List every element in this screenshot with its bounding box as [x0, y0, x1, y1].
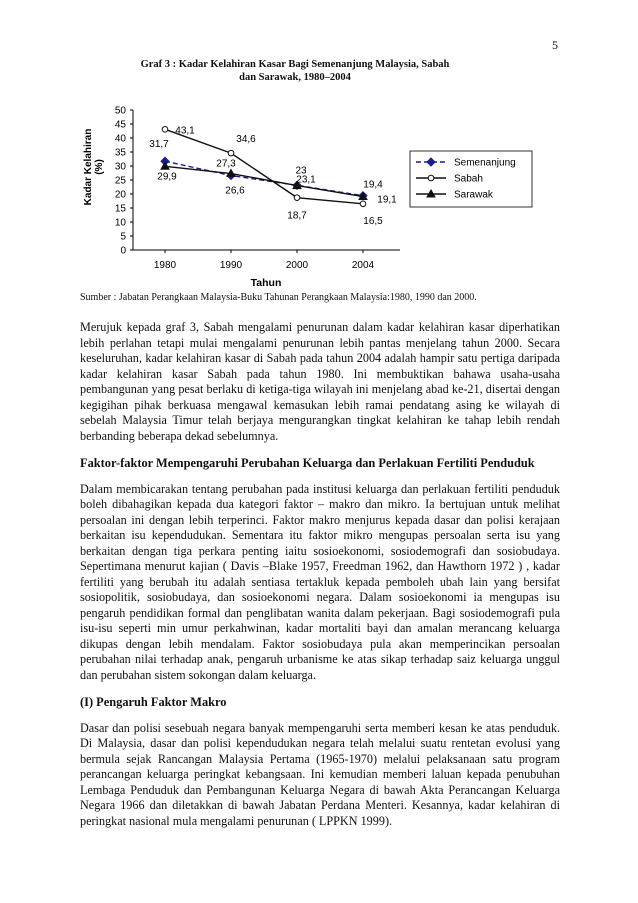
data-point-sabah: [162, 127, 168, 133]
y-tick-label: 40: [114, 133, 126, 145]
data-label-sarawak: 29,9: [157, 171, 177, 183]
chart-title-line-2: dan Sarawak, 1980–2004: [239, 72, 351, 83]
legend-label-sarawak: Sarawak: [454, 189, 493, 201]
body-text: [80, 320, 560, 841]
series-lines: [161, 127, 367, 207]
series-line-sabah: [165, 129, 363, 203]
x-tick-label: 2004: [351, 260, 375, 271]
series-line-sarawak: [165, 166, 363, 196]
series-line-semenanjung: [165, 158, 363, 195]
x-tick-label: 1990: [219, 260, 243, 271]
paragraph-3: Dasar dan polisi sesebuah negara banyak mempengaruhi serta memberi kesan ke atas penduduk. Di Malaysia, dasar dan polisi kependudukan negara telah melalui suatu rentetan evolusi yang bermula sejak Rancangan Malaysia Pertama (1965-1970) melalui pelaksanaan satu program perancangan keluarga peringkat kebangsaan. Ini kemudian memberi laluan kepada penubuhan Lembaga Penduduk dan Pembangunan Keluarga Negara di bawah Akta Perancangan Keluarga Negara 1966 dan diletakkan di bawah Jabatan Perdana Menteri. Kesannya, kadar kelahiran di peringkat nasional mula mengalami penurunan ( LPPKN 1999).: [80, 720, 560, 828]
data-labels: [149, 125, 397, 226]
y-tick-label: 20: [114, 189, 126, 201]
y-tick-label: 30: [114, 161, 126, 173]
y-tick-label: 5: [120, 231, 126, 243]
section-heading-macro: (I) Pengaruh Faktor Makro: [80, 695, 227, 709]
y-tick-label: 0: [120, 245, 126, 257]
data-label-semenanjung: 23,1: [296, 174, 316, 186]
x-tick-label: 2000: [285, 260, 309, 271]
data-point-sarawak: [161, 162, 169, 169]
chart-title: [110, 58, 480, 84]
chart-source: Sumber : Jabatan Perangkaan Malaysia-Buku Tahunan Perangkaan Malaysia:1980, 1990 dan 2000.: [80, 292, 477, 303]
line-chart: [0, 95, 638, 290]
y-axis-title-line-2: (%): [94, 159, 105, 175]
data-point-sabah: [294, 195, 300, 201]
y-tick-label: 25: [114, 175, 126, 187]
data-label-semenanjung: 19,4: [363, 179, 383, 191]
data-label-semenanjung: 26,6: [225, 185, 245, 197]
data-label-sabah: 34,6: [236, 134, 256, 146]
y-tick-label: 50: [114, 105, 126, 117]
data-label-sarawak: 23: [295, 165, 307, 177]
data-label-semenanjung: 31,7: [149, 139, 169, 151]
y-tick-labels: [115, 106, 127, 257]
paragraph-1: Merujuk kepada graf 3, Sabah mengalami penurunan dalam kadar kelahiran kasar diperhatikan lebih perlahan tetapi mulai mengalami penurunan lebih pantas menjelang tahun 2000. Secara keseluruhan, kadar kelahiran kasar di Sabah pada tahun 2004 adalah hampir satu pertiga daripada kadar kelahiran kasar Sabah pada tahun 1980. Ini membuktikan bahawa usaha-usaha pembangunan yang pesat berlaku di ketiga-tiga wilayah ini menjelang abad ke-21, disertai dengan kegigihan pihak berkuasa mengawal kemasukan lebih ramai pendatang asing ke wilayah di sebelah Malaysia Timur telah berjaya mengurangkan tingkat kelahiran ke tahap lebih rendah berbanding beberapa dekad sebelumnya.: [80, 320, 560, 443]
data-label-sabah: 16,5: [363, 215, 383, 227]
data-label-sabah: 18,7: [287, 210, 307, 222]
legend-marker-sabah: [428, 175, 434, 181]
data-point-sabah: [228, 150, 234, 156]
data-label-sarawak: 19,1: [377, 194, 397, 206]
x-axis-title: Tahun: [250, 277, 282, 289]
data-point-sabah: [360, 201, 366, 207]
data-label-sabah: 43,1: [175, 125, 195, 137]
page-number: 5: [552, 38, 558, 52]
y-tick-label: 45: [114, 119, 126, 131]
x-tick-labels: [154, 260, 375, 271]
y-axis-title-line-1: Kadar Kelahiran: [83, 128, 94, 206]
legend-label-sabah: Sabah: [454, 173, 483, 185]
y-axis-title: [83, 129, 105, 206]
series-semenanjung: [161, 157, 367, 199]
y-tick-label: 35: [114, 147, 126, 159]
y-tick-label: 10: [114, 217, 126, 229]
x-tick-label: 1980: [153, 260, 177, 271]
legend-label-semenanjung: Semenanjung: [454, 157, 516, 169]
data-label-sarawak: 27,3: [216, 158, 236, 170]
section-heading-factors: Faktor-faktor Mempengaruhi Perubahan Keluarga dan Perlakuan Fertiliti Penduduk: [80, 456, 535, 470]
chart-title-line-1: Graf 3 : Kadar Kelahiran Kasar Bagi Semenanjung Malaysia, Sabah: [140, 59, 450, 70]
y-tick-label: 15: [114, 203, 126, 215]
paragraph-2: Dalam membicarakan tentang perubahan pada institusi keluarga dan perlakuan fertiliti penduduk boleh dibahagikan kepada dua kategori faktor – makro dan mikro. Ia bertujuan untuk melihat persoalan ini dengan lebih terperinci. Faktor makro menjurus kepada dasar dan polisi kerajaan berkaitan isu kependudukan. Sementara itu faktor mikro mengupas persoalan serta isu yang berkaitan dengan tiga perkara penting iaitu sosioekonomi, sosiodemografi dan sosiobudaya. Sepertimana menurut kajian ( Davis –Blake 1957, Freedman 1962, dan Hawthorn 1972 ) , kadar fertiliti yang berubah itu adalah sentiasa tertakluk kepada pemboleh ubah lain yang bersifat sosiopolitik, sosiobudaya, dan sosioekonomi negara. Dalam sosioekonomi ia mengupas isu pengaruh pendidikan formal dan penglibatan wanita dalam pekerjaan. Bagi sosiodemografi pula isu-isu seperti min umur perkahwinan, kadar mortaliti bayi dan amalan merancang keluarga dikupas dengan lebih mendalam. Faktor sosiobudaya pula akan memperincikan persoalan perubahan nilai terhadap anak, pengaruh urbanisme ke atas sikap terhadap saiz keluarga unggul dan perubahan sistem sokongan dalam keluarga.: [80, 481, 560, 682]
legend: [410, 151, 532, 207]
